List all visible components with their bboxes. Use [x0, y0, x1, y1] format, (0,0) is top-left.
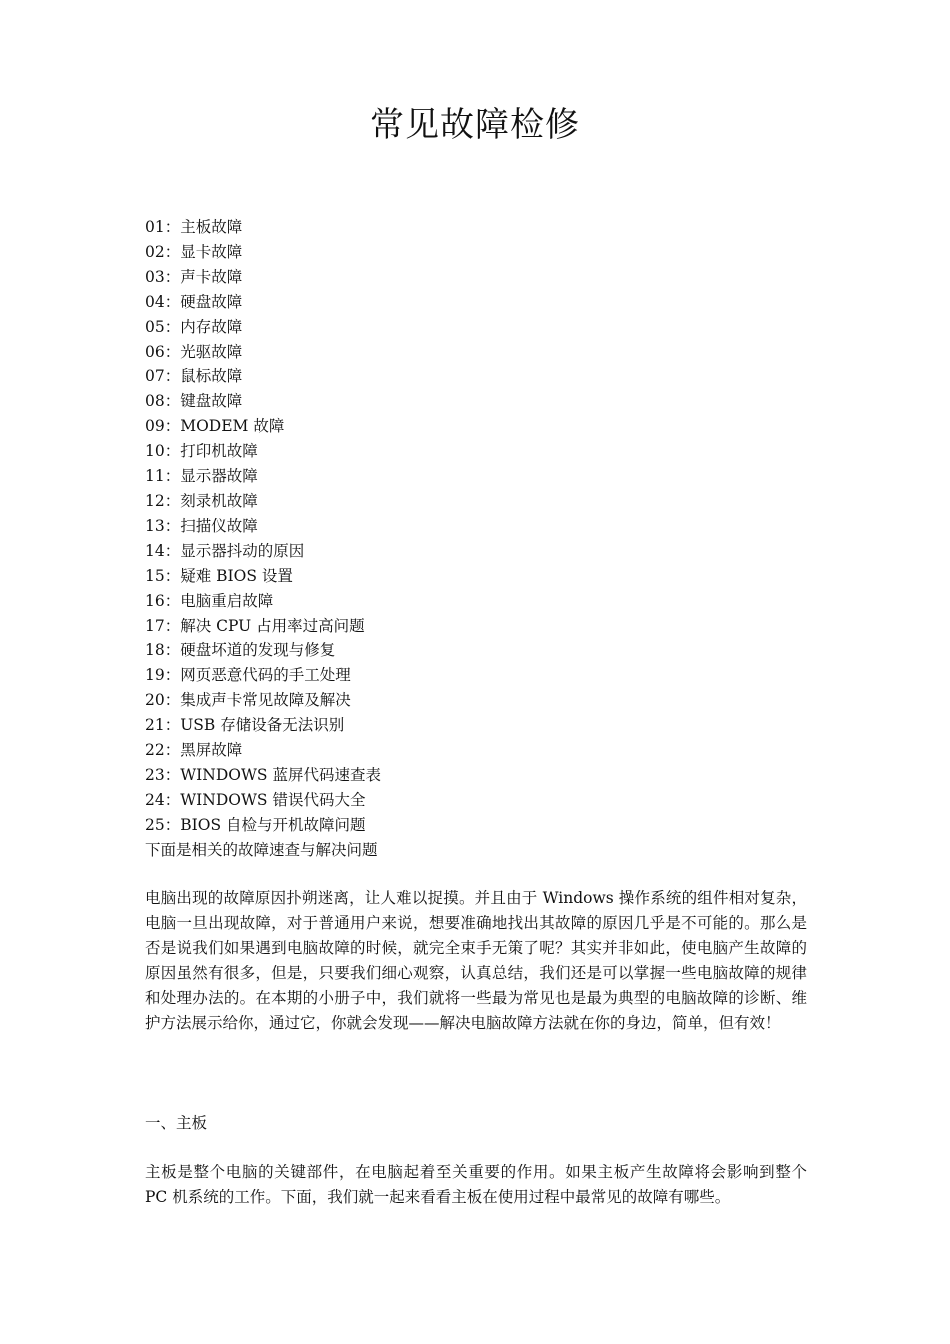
toc-item: 01：主板故障 [145, 218, 243, 236]
toc-item: 06：光驱故障 [145, 342, 243, 361]
toc-item: 05：内存故障 [145, 317, 243, 336]
section-heading: 一、主板 [145, 1114, 208, 1132]
toc-item: 25：BIOS 自检与开机故障问题 [145, 815, 366, 834]
toc-item: 08：键盘故障 [145, 392, 243, 411]
toc-item: 13：扫描仪故障 [145, 516, 258, 535]
page-title: 常见故障检修 [370, 105, 580, 145]
toc-item: 04：硬盘故障 [145, 292, 243, 311]
toc-item: 22：黑屏故障 [145, 741, 243, 760]
toc-item: 10：打印机故障 [145, 442, 258, 461]
toc-item: 14：显示器抖动的原因 [145, 541, 305, 560]
toc-item: 20：集成声卡常见故障及解决 [145, 691, 351, 710]
toc-item: 18：硬盘坏道的发现与修复 [145, 641, 336, 660]
intro-paragraph: 电脑出现的故障原因扑朔迷离，让人难以捉摸。并且由于 Windows 操作系统的组件相对复杂，电脑一旦出现故障，对于普通用户来说，想要准确地找出其故障的原因几乎是不可能的。那么是否是说我们如果遇到电脑故障的时候，就完全束手无策了呢？其实并非如此，使电脑产生故障的原因虽然有很多，但是，只要我们细心观察，认真总结，我们还是可以掌握一些电脑故障的规律和处理办法的。在本期的小册子中，我们就将一些最为常见也是最为典型的电脑故障的诊断、维护方法展示给你，通过它，你就会发现——解决电脑故障方法就在你的身边，简单，但有效！ [145, 889, 807, 1032]
toc-item: 12：刻录机故障 [145, 491, 258, 510]
toc-item: 16：电脑重启故障 [145, 591, 274, 610]
toc-item: 09：MODEM 故障 [145, 417, 285, 436]
toc-item: 03：声卡故障 [145, 267, 243, 286]
toc-item: 23：WINDOWS 蓝屏代码速查表 [145, 765, 381, 784]
toc-footer-line: 下面是相关的故障速查与解决问题 [145, 840, 378, 859]
toc-item: 17：解决 CPU 占用率过高问题 [145, 616, 365, 635]
toc-item: 24：WINDOWS 错误代码大全 [145, 790, 366, 809]
toc-item: 11：显示器故障 [145, 467, 258, 486]
table-of-contents [145, 215, 381, 863]
toc-item: 07：鼠标故障 [145, 367, 243, 386]
toc-item: 15：疑难 BIOS 设置 [145, 566, 293, 585]
toc-item: 19：网页恶意代码的手工处理 [145, 666, 351, 685]
section-paragraph: 主板是整个电脑的关键部件，在电脑起着至关重要的作用。如果主板产生故障将会影响到整个 PC 机系统的工作。下面，我们就一起来看看主板在使用过程中最常见的故障有哪些。 [145, 1163, 807, 1206]
toc-item: 21：USB 存储设备无法识别 [145, 716, 345, 735]
toc-item: 02：显卡故障 [145, 242, 243, 261]
